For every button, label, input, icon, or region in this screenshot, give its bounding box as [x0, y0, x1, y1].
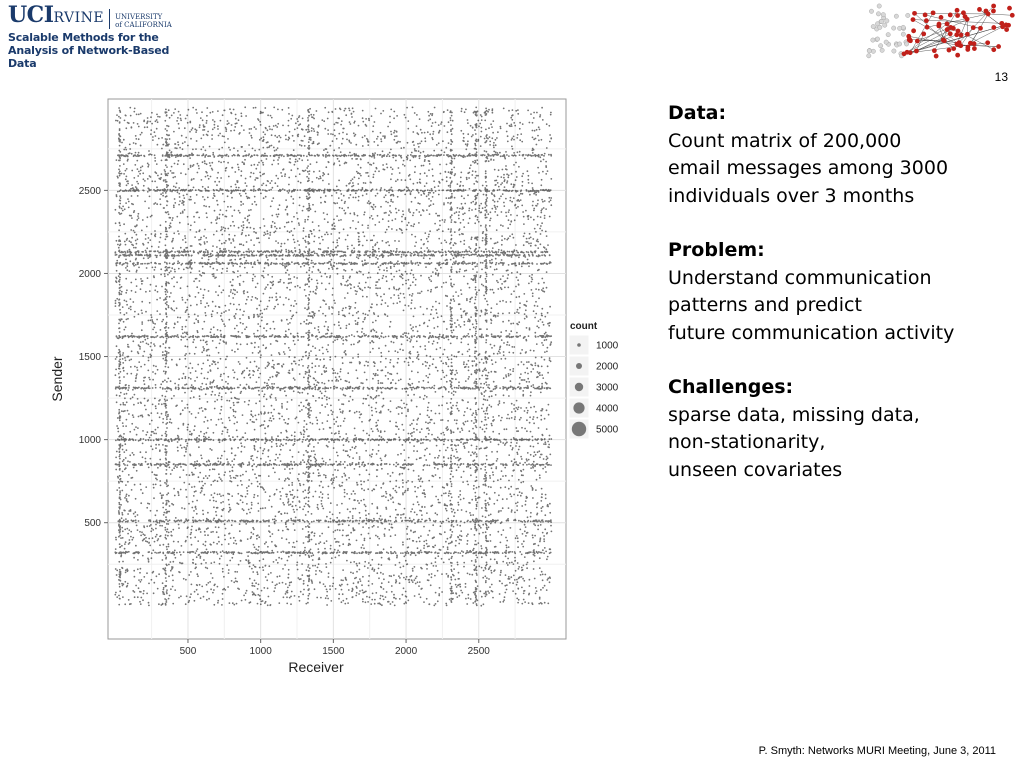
network-graph-graphic [866, 3, 1018, 59]
network-node-gray [877, 4, 881, 8]
legend-symbol [576, 363, 582, 369]
network-node-red [908, 38, 913, 43]
network-node-red [947, 48, 952, 53]
network-node-gray [881, 12, 885, 16]
network-node-red [915, 39, 920, 44]
problem-line: patterns and predict [668, 294, 862, 316]
spacer [668, 347, 1018, 374]
uci-logo [8, 2, 188, 70]
network-node-red [959, 33, 964, 38]
project-title-line1: Scalable Methods for the [8, 31, 159, 44]
network-node-gray [885, 19, 889, 23]
y-axis-label: Sender [49, 356, 65, 402]
network-node-red [912, 11, 917, 16]
project-title [8, 31, 188, 70]
network-node-gray [884, 40, 888, 44]
network-node-red [955, 8, 960, 13]
slide-text [668, 100, 1018, 484]
data-line: Count matrix of 200,000 [668, 129, 902, 152]
y-tick-label: 2500 [78, 185, 101, 197]
network-node-red [965, 17, 970, 22]
problem-line: future communication activity [668, 321, 955, 344]
x-tick-label: 2500 [467, 646, 490, 657]
y-tick-label: 1500 [78, 352, 101, 364]
x-axis-label: Receiver [288, 659, 344, 675]
network-node-gray [869, 9, 873, 13]
network-node-red [965, 45, 970, 50]
network-node-gray [897, 26, 901, 30]
network-node-red [911, 17, 916, 22]
network-node-red [991, 47, 996, 52]
network-node-red [921, 32, 926, 37]
network-node-red [954, 32, 959, 37]
network-node-red [937, 22, 942, 27]
network-node-red [948, 31, 953, 36]
network-node-red [955, 42, 960, 47]
challenges-heading: Challenges: [668, 376, 794, 398]
network-node-red [1010, 13, 1015, 18]
x-tick-label: 1000 [249, 646, 272, 657]
network-node-red [939, 15, 944, 20]
network-node-red [948, 13, 953, 18]
legend [569, 321, 619, 439]
network-node-gray [878, 44, 882, 48]
network-node-red [971, 25, 976, 30]
network-node-red [986, 12, 991, 17]
network-node-gray [883, 23, 887, 27]
network-node-red [924, 18, 929, 23]
legend-title: count [570, 321, 598, 332]
x-tick-label: 500 [179, 646, 197, 657]
challenges-line: unseen covariates [668, 458, 843, 481]
network-node-red [906, 34, 911, 39]
slide-number: 13 [994, 70, 1008, 84]
footer-citation: P. Smyth: Networks MURI Meeting, June 3, 2011 [758, 745, 996, 757]
legend-label: 1000 [596, 340, 619, 352]
problem-line: Understand communication [668, 266, 932, 289]
y-tick-label: 2000 [78, 268, 101, 280]
network-node-gray [871, 24, 875, 28]
network-node-gray [875, 22, 879, 26]
legend-symbol [577, 343, 581, 347]
legend-label: 3000 [596, 382, 619, 394]
network-node-red [978, 26, 983, 31]
network-node-gray [867, 49, 871, 53]
logo-separator [109, 9, 110, 29]
network-node-red [925, 25, 930, 30]
x-tick-label: 2000 [394, 646, 418, 657]
network-node-gray [871, 49, 875, 53]
legend-label: 5000 [596, 424, 619, 436]
network-node-red [908, 50, 913, 55]
y-axis [79, 186, 108, 529]
network-node-red [955, 13, 960, 18]
y-tick-label: 500 [84, 518, 101, 530]
network-node-red [985, 40, 990, 45]
network-node-gray [906, 13, 910, 17]
legend-symbol [575, 383, 583, 391]
network-node-red [991, 4, 996, 9]
network-node-gray [892, 49, 896, 53]
plot-panel [108, 99, 566, 639]
legend-label: 2000 [596, 361, 619, 373]
y-tick-label: 1000 [78, 435, 101, 447]
network-node-gray [904, 42, 908, 46]
network-node-red [968, 41, 973, 46]
network-node-red [955, 53, 960, 58]
data-line: individuals over 3 months [668, 184, 915, 207]
network-node-red [951, 46, 956, 51]
x-tick-label: 1500 [322, 646, 345, 657]
network-node-red [991, 25, 996, 30]
network-node-red [923, 12, 928, 17]
network-node-red [977, 7, 982, 12]
network-node-red [945, 27, 950, 32]
network-node-gray [871, 38, 875, 42]
legend-symbol [573, 402, 584, 413]
network-node-red [942, 38, 947, 43]
network-node-red [911, 28, 916, 33]
network-node-red [996, 44, 1001, 49]
network-node-red [934, 54, 939, 59]
network-node-gray [897, 42, 901, 46]
spacer [668, 210, 1018, 237]
network-node-red [951, 26, 956, 31]
network-node-red [914, 49, 919, 54]
scatter-plot [40, 95, 640, 685]
network-node-red [1004, 23, 1009, 28]
data-line: email messages among 3000 [668, 157, 949, 179]
legend-symbol [572, 422, 586, 436]
network-node-gray [894, 14, 898, 18]
network-node-gray [867, 54, 871, 58]
network-node-gray [875, 37, 879, 41]
network-node-gray [880, 48, 884, 52]
network-node-gray [879, 19, 883, 23]
network-node-gray [876, 12, 880, 16]
network-node-gray [901, 32, 905, 36]
network-node-red [932, 48, 937, 53]
network-node-red [991, 9, 996, 14]
network-node-gray [891, 26, 895, 30]
network-node-gray [886, 32, 890, 36]
network-node-red [902, 51, 907, 56]
data-heading: Data: [668, 102, 727, 124]
legend-label: 4000 [596, 403, 619, 415]
network-node-red [945, 21, 950, 26]
network-node-red [1007, 6, 1012, 11]
network-node-red [972, 46, 977, 51]
network-node-red [931, 10, 936, 15]
project-title-line2: Analysis of Network-Based Data [8, 44, 170, 70]
logo-uci-text: UCIRVINE [8, 2, 105, 28]
x-axis [180, 639, 491, 657]
problem-heading: Problem: [668, 239, 765, 261]
logo-university-text: UNIVERSITY of CALIFORNIA [115, 13, 172, 29]
challenges-line: sparse data, missing data, [668, 403, 920, 426]
network-node-red [965, 32, 970, 37]
challenges-line: non-stationarity, [668, 431, 826, 453]
network-node-red [1004, 27, 1009, 32]
